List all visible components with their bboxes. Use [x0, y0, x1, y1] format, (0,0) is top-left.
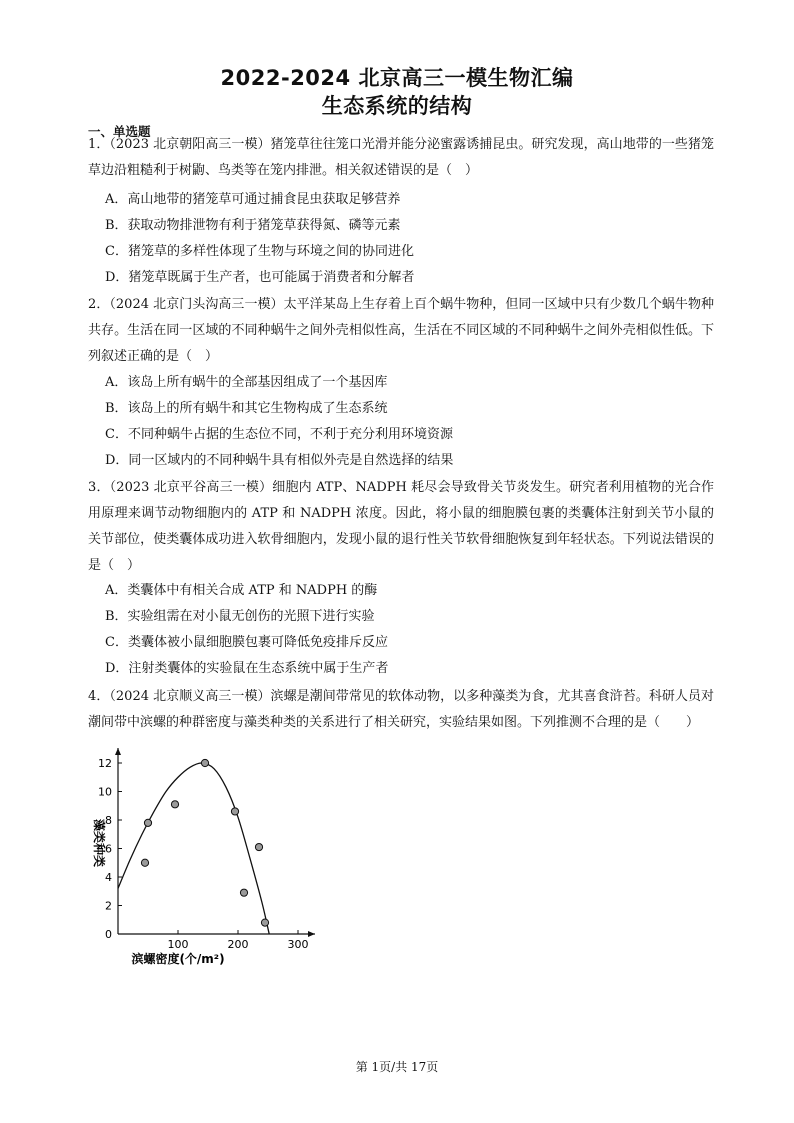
- page-title: 2022-2024 北京高三一模生物汇编: [220, 66, 574, 90]
- data-point: [201, 759, 208, 766]
- y-tick-label: 2: [105, 899, 112, 913]
- question-3-option-b: B．实验组需在对小鼠无创伤的光照下进行实验: [105, 609, 375, 624]
- question-3-option-a: A．类囊体中有相关合成 ATP 和 NADPH 的酶: [105, 583, 378, 598]
- y-tick-label: 12: [98, 757, 112, 770]
- data-point: [255, 843, 262, 850]
- x-ticks: [168, 930, 309, 951]
- fit-curve: [118, 763, 269, 934]
- data-point: [141, 859, 148, 866]
- question-2-option-b: B．该岛上的所有蜗牛和其它生物构成了生态系统: [105, 401, 388, 416]
- question-2-stem: 2．（2024 北京门头沟高三一模）太平洋某岛上生存着上百个蜗牛物种，但同一区域中只有少数几个蜗牛物种共存。生活在同一区域的不同种蜗牛之间外壳相似性高，生活在不同区域的不同种蜗牛之间外壳相似性低。下列叙述正确的是（ ）: [88, 297, 714, 364]
- question-3-option-d: D．注射类囊体的实验鼠在生态系统中属于生产者: [105, 661, 389, 676]
- data-point: [231, 808, 238, 815]
- data-points: [141, 759, 268, 926]
- question-1-option-a: A．高山地带的猪笼草可通过捕食昆虫获取足够营养: [105, 192, 401, 207]
- data-point: [240, 889, 247, 896]
- question-2-option-d: D．同一区域内的不同种蜗牛具有相似外壳是自然选择的结果: [105, 453, 454, 468]
- x-axis-arrow: [308, 931, 315, 937]
- scatter-chart: [80, 740, 340, 980]
- x-tick-label: 300: [287, 938, 309, 951]
- question-3-stem: 3．（2023 北京平谷高三一模）细胞内 ATP、NADPH 耗尽会导致骨关节炎发生。研究者利用植物的光合作用原理来调节动物细胞内的 ATP 和 NADPH 浓度。因此，将小鼠的细胞膜包裹的类囊体注射到关节小鼠的关节部位，使类囊体成功进入软骨细胞内，发现小鼠的退行性关节软骨细胞恢复到年轻状态。下列说法错误的是（ ）: [88, 480, 714, 573]
- question-1-option-d: D．猪笼草既属于生产者，也可能属于消费者和分解者: [105, 270, 415, 285]
- section-heading: 一、单选题: [88, 124, 151, 139]
- data-point: [144, 819, 151, 826]
- question-1-option-b: B．获取动物排泄物有利于猪笼草获得氮、磷等元素: [105, 218, 401, 233]
- data-point: [261, 919, 268, 926]
- question-1-stem: 1．（2023 北京朝阳高三一模）猪笼草往往笼口光滑并能分泌蜜露诱捕昆虫。研究发现，高山地带的一些猪笼草边沿粗糙利于树鼩、鸟类等在笼内排泄。相关叙述错误的是（ ）: [88, 137, 714, 178]
- y-tick-label: 8: [105, 814, 112, 827]
- x-axis-label: 滨螺密度(个/m²): [131, 952, 225, 966]
- y-tick-label: 6: [105, 842, 112, 856]
- page-footer: 第 1页/共 17页: [355, 1060, 439, 1074]
- y-axis-arrow: [115, 748, 121, 755]
- question-4-stem: 4．（2024 北京顺义高三一模）滨螺是潮间带常见的软体动物，以多种藻类为食，尤其喜食浒苔。科研人员对潮间带中滨螺的种群密度与藻类种类的关系进行了相关研究，实验结果如图。下列推测不合理的是（ ）: [88, 689, 714, 730]
- question-3-option-c: C．类囊体被小鼠细胞膜包裹可降低免疫排斥反应: [105, 635, 388, 650]
- y-tick-label: 4: [105, 871, 112, 884]
- y-tick-label: 0: [105, 928, 112, 941]
- x-tick-label: 200: [227, 938, 249, 951]
- page-subtitle: 生态系统的结构: [321, 94, 473, 118]
- y-tick-label: 10: [98, 785, 112, 799]
- chart-axes: [115, 748, 315, 937]
- question-1-option-c: C．猪笼草的多样性体现了生物与环境之间的协同进化: [105, 244, 414, 259]
- x-tick-label: 100: [167, 938, 189, 951]
- y-axis-label: 藻类种类: [92, 818, 106, 868]
- question-2-option-a: A．该岛上所有蜗牛的全部基因组成了一个基因库: [105, 375, 388, 390]
- data-point: [171, 801, 178, 808]
- question-2-option-c: C．不同种蜗牛占据的生态位不同，不利于充分利用环境资源: [105, 427, 453, 442]
